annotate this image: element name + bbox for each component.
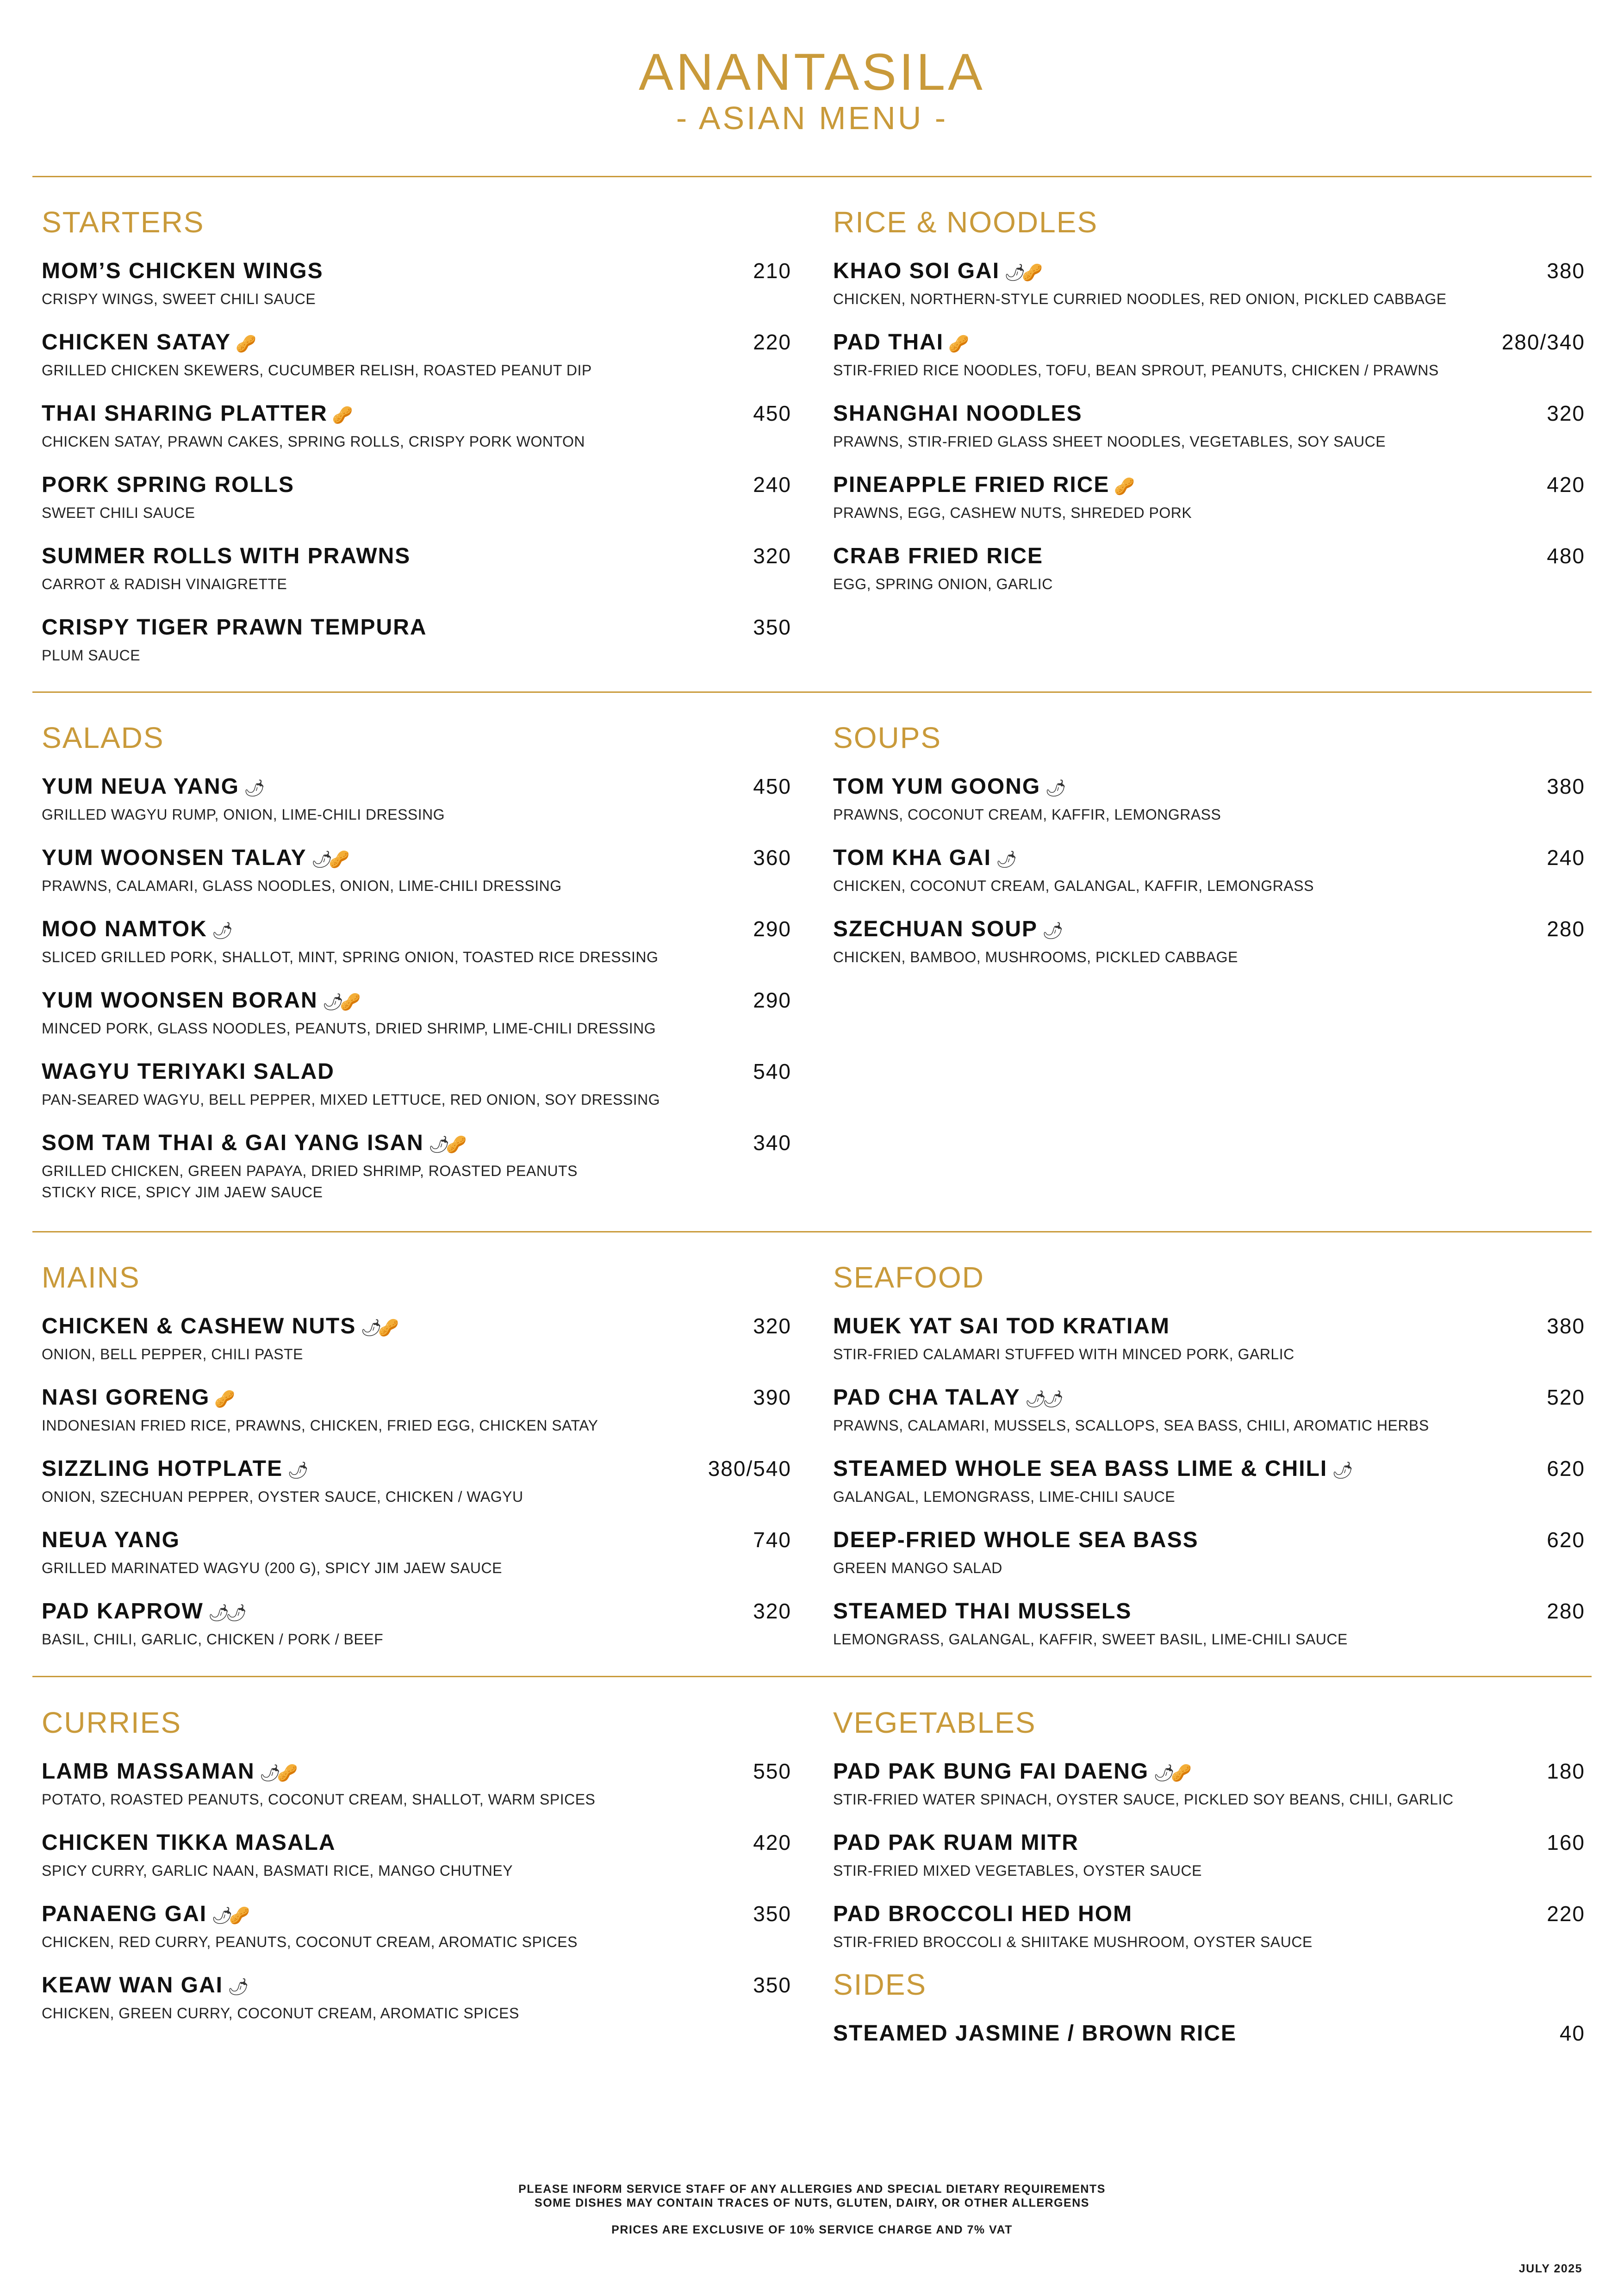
section-rice-noodles [833,207,1585,616]
item-price: 240 [1547,846,1585,870]
item-name: PAD PAK BUNG FAI DAENG [833,1759,1149,1784]
item-price: 420 [1547,473,1585,497]
item-description: CHICKEN, BAMBOO, MUSHROOMS, PICKLED CABBAGE [833,948,1238,965]
item-name: LAMB MASSAMAN [42,1759,255,1784]
section-title: CURRIES [42,1706,182,1739]
item-description: LEMONGRASS, GALANGAL, KAFFIR, SWEET BASIL, LIME-CHILI SAUCE [833,1630,1348,1648]
item-name: YUM NEUA YANG [42,774,239,799]
menu-item [833,544,1585,616]
item-price: 740 [753,1528,791,1552]
chili-icon: 🌶 [212,1905,234,1925]
item-name: NEUA YANG [42,1528,180,1552]
item-description: STIR-FRIED MIXED VEGETABLES, OYSTER SAUCE [833,1862,1202,1879]
item-price: 540 [753,1059,791,1083]
menu-date: JULY 2025 [1518,2262,1582,2275]
item-name: CHICKEN & CASHEW NUTS [42,1314,356,1338]
item-price: 280 [1547,917,1585,941]
item-price: 320 [753,544,791,568]
menu-item [42,402,791,473]
section-title: VEGETABLES [833,1706,1036,1739]
section-mains [42,1263,791,1671]
item-name: CRAB FRIED RICE [833,544,1044,568]
item-price: 340 [753,1131,791,1155]
item-description: PRAWNS, CALAMARI, MUSSELS, SCALLOPS, SEA BASS, CHILI, AROMATIC HERBS [833,1417,1429,1434]
peanut-icon: 🥜 [378,1318,400,1337]
menu-item [42,775,791,846]
item-price: 320 [1547,401,1585,425]
item-description: GALANGAL, LEMONGRASS, LIME-CHILI SAUCE [833,1488,1176,1505]
section-title: SEAFOOD [833,1261,984,1294]
chili-icon: 🌶 [1045,778,1067,797]
chili-icon: 🌶 [428,1134,451,1154]
peanut-icon: 🥜 [340,992,362,1011]
menu-item [42,616,791,687]
section-title: RICE & NOODLES [833,205,1098,239]
item-price: 320 [753,1599,791,1623]
item-name: PORK SPRING ROLLS [42,473,295,497]
peanut-icon: 🥜 [236,334,257,353]
chili-icon: 🌶 [322,992,345,1011]
item-name: PAD BROCCOLI HED HOM [833,1902,1133,1926]
menu-item [833,330,1585,402]
menu-item [42,1314,791,1386]
peanut-icon: 🥜 [1114,476,1136,496]
item-price: 420 [753,1830,791,1854]
chili-icon: 🌶 [1042,1389,1065,1408]
item-name: SHANGHAI NOODLES [833,401,1083,426]
item-price: 450 [753,774,791,798]
item-description: GREEN MANGO SALAD [833,1559,1002,1576]
menu-item [42,1760,791,1831]
menu-item [42,1599,791,1671]
item-price: 290 [753,988,791,1012]
item-name: DEEP-FRIED WHOLE SEA BASS [833,1528,1199,1552]
menu-item [833,1599,1585,1671]
item-price: 380 [1547,774,1585,798]
menu-subtitle: - ASIAN MENU - [676,100,948,136]
section-title: SALADS [42,721,164,754]
item-description: PRAWNS, COCONUT CREAM, KAFFIR, LEMONGRASS [833,806,1221,823]
section-title: MAINS [42,1261,140,1294]
menu-item [42,917,791,989]
item-description: CHICKEN, COCONUT CREAM, GALANGAL, KAFFIR, LEMONGRASS [833,877,1314,894]
item-price: 290 [753,917,791,941]
item-description: CRISPY WINGS, SWEET CHILI SAUCE [42,290,316,307]
chili-icon: 🌶 [1004,262,1027,282]
item-name: SOM TAM THAI & GAI YANG ISAN [42,1131,424,1155]
item-price: 380/540 [708,1456,791,1481]
item-price: 350 [753,1973,791,1997]
price-notice: PRICES ARE EXCLUSIVE OF 10% SERVICE CHARGE AND 7% VAT [611,2223,1013,2236]
menu-item [42,473,791,544]
chili-icon: 🌶 [228,1977,250,1996]
peanut-icon: 🥜 [229,1905,251,1925]
item-description: EGG, SPRING ONION, GARLIC [833,575,1053,592]
item-description: PRAWNS, EGG, CASHEW NUTS, SHREDED PORK [833,504,1192,521]
menu-item [42,846,791,917]
menu-item [42,1131,791,1226]
item-price: 240 [753,473,791,497]
menu-item [42,1528,791,1599]
chili-icon: 🌶 [1042,921,1064,940]
item-price: 180 [1547,1759,1585,1783]
item-description: MINCED PORK, GLASS NOODLES, PEANUTS, DRIED SHRIMP, LIME-CHILI DRESSING [42,1020,656,1037]
item-price: 390 [753,1385,791,1409]
peanut-icon: 🥜 [332,405,354,424]
chili-icon: 🌶 [287,1460,310,1480]
item-description: CARROT & RADISH VINAIGRETTE [42,575,287,592]
menu-item [42,989,791,1060]
item-price: 40 [1559,2021,1585,2045]
peanut-icon: 🥜 [1171,1763,1193,1782]
section-title-sides: SIDES [833,1968,927,2001]
item-name: MOM’S CHICKEN WINGS [42,259,324,283]
item-price: 450 [753,401,791,425]
item-name: YUM WOONSEN TALAY [42,846,307,870]
item-description: GRILLED MARINATED WAGYU (200 G), SPICY JIM JAEW SAUCE [42,1559,502,1576]
item-price: 350 [753,1902,791,1926]
menu-item [42,259,791,330]
menu-item [833,775,1585,846]
item-price: 160 [1547,1830,1585,1854]
item-description: PAN-SEARED WAGYU, BELL PEPPER, MIXED LETTUCE, RED ONION, SOY DRESSING [42,1091,660,1108]
allergy-notice: PLEASE INFORM SERVICE STAFF OF ANY ALLERGIES AND SPECIAL DIETARY REQUIREMENTS [518,2183,1106,2196]
item-description: ONION, BELL PEPPER, CHILI PASTE [42,1345,303,1363]
peanut-icon: 🥜 [948,334,970,353]
item-description: CHICKEN, GREEN CURRY, COCONUT CREAM, AROMATIC SPICES [42,2004,519,2022]
item-description: INDONESIAN FRIED RICE, PRAWNS, CHICKEN, FRIED EGG, CHICKEN SATAY [42,1417,598,1434]
item-name: PAD CHA TALAY [833,1385,1020,1410]
menu-item [42,544,791,616]
menu-item [42,1457,791,1528]
menu-item [833,259,1585,330]
item-description: GRILLED CHICKEN, GREEN PAPAYA, DRIED SHRIMP, ROASTED PEANUTS STICKY RICE, SPICY JIM JAEW SAUCE [42,1162,578,1201]
item-description: SPICY CURRY, GARLIC NAAN, BASMATI RICE, MANGO CHUTNEY [42,1862,513,1879]
item-description: SLICED GRILLED PORK, SHALLOT, MINT, SPRING ONION, TOASTED RICE DRESSING [42,948,659,965]
item-name: PAD PAK RUAM MITR [833,1830,1079,1855]
item-price: 380 [1547,259,1585,283]
menu-item [833,1528,1585,1599]
item-name: TOM YUM GOONG [833,774,1041,799]
item-name: STEAMED THAI MUSSELS [833,1599,1132,1624]
menu-item [833,1902,1585,1952]
item-description: POTATO, ROASTED PEANUTS, COCONUT CREAM, SHALLOT, WARM SPICES [42,1791,596,1808]
item-price: 620 [1547,1528,1585,1552]
item-price: 620 [1547,1456,1585,1481]
item-name: SIZZLING HOTPLATE [42,1456,283,1481]
item-name: CHICKEN SATAY [42,330,231,355]
chili-icon: 🌶 [1025,1389,1047,1408]
item-description: ONION, SZECHUAN PEPPER, OYSTER SAUCE, CHICKEN / WAGYU [42,1488,523,1505]
item-name: KEAW WAN GAI [42,1973,223,1997]
item-price: 220 [1547,1902,1585,1926]
item-description: GRILLED WAGYU RUMP, ONION, LIME-CHILI DRESSING [42,806,445,823]
menu-item [833,473,1585,544]
restaurant-title: ANANTASILA [639,43,985,101]
item-name: CHICKEN TIKKA MASALA [42,1830,336,1855]
section-curries [42,1708,791,2045]
item-price: 210 [753,259,791,283]
item-name: CRISPY TIGER PRAWN TEMPURA [42,615,427,640]
peanut-icon: 🥜 [446,1134,468,1154]
peanut-icon: 🥜 [214,1389,236,1408]
item-name: MUEK YAT SAI TOD KRATIAM [833,1314,1170,1338]
menu-item [42,1831,791,1902]
menu-item [42,330,791,402]
item-price: 280 [1547,1599,1585,1623]
item-name: THAI SHARING PLATTER [42,401,328,426]
item-name: SZECHUAN SOUP [833,917,1038,941]
menu-item [833,1314,1585,1386]
menu-footer [0,2182,1624,2237]
section-vegetables [833,1708,1585,2093]
item-description: SWEET CHILI SAUCE [42,504,195,521]
item-name: SUMMER ROLLS WITH PRAWNS [42,544,411,568]
menu-item [42,1060,791,1131]
item-name: NASI GORENG [42,1385,210,1410]
item-description: GRILLED CHICKEN SKEWERS, CUCUMBER RELISH, ROASTED PEANUT DIP [42,361,592,379]
chili-icon: 🌶 [225,1603,248,1622]
item-name: KHAO SOI GAI [833,259,1000,283]
divider [32,176,1592,177]
item-description: STIR-FRIED RICE NOODLES, TOFU, BEAN SPROUT, PEANUTS, CHICKEN / PRAWNS [833,361,1439,379]
item-name: PAD THAI [833,330,944,355]
menu-header [0,43,1624,136]
chili-icon: 🌶 [1153,1763,1176,1782]
item-description: PRAWNS, CALAMARI, GLASS NOODLES, ONION, LIME-CHILI DRESSING [42,877,562,894]
chili-icon: 🌶 [311,849,334,869]
divider [32,1231,1592,1232]
section-title: SOUPS [833,721,942,754]
item-name: YUM WOONSEN BORAN [42,988,318,1013]
item-name: WAGYU TERIYAKI SALAD [42,1059,335,1084]
chili-icon: 🌶 [1332,1460,1354,1480]
item-description: STIR-FRIED CALAMARI STUFFED WITH MINCED PORK, GARLIC [833,1345,1294,1363]
item-price: 380 [1547,1314,1585,1338]
menu-item [833,1457,1585,1528]
chili-icon: 🌶 [996,849,1018,869]
item-description: CHICKEN, NORTHERN-STYLE CURRIED NOODLES, RED ONION, PICKLED CABBAGE [833,290,1447,307]
section-soups [833,723,1585,989]
peanut-icon: 🥜 [329,849,351,869]
chili-icon: 🌶 [208,1603,230,1622]
item-price: 480 [1547,544,1585,568]
section-starters [42,207,791,687]
item-description: BASIL, CHILI, GARLIC, CHICKEN / PORK / BEEF [42,1630,384,1648]
menu-item [833,402,1585,473]
item-price: 220 [753,330,791,354]
peanut-icon: 🥜 [277,1763,299,1782]
item-name: PINEAPPLE FRIED RICE [833,473,1110,497]
menu-item [833,917,1585,989]
menu-item [833,846,1585,917]
section-salads [42,723,791,1226]
item-price: 350 [753,615,791,639]
item-description: CHICKEN SATAY, PRAWN CAKES, SPRING ROLLS, CRISPY PORK WONTON [42,433,585,450]
item-name: PANAENG GAI [42,1902,207,1926]
menu-item [42,1973,791,2045]
allergen-notice: SOME DISHES MAY CONTAIN TRACES OF NUTS, GLUTEN, DAIRY, OR OTHER ALLERGENS [535,2196,1089,2209]
chili-icon: 🌶 [243,778,266,797]
menu-item [833,1760,1585,1831]
item-price: 520 [1547,1385,1585,1409]
item-name: TOM KHA GAI [833,846,991,870]
item-description: STIR-FRIED WATER SPINACH, OYSTER SAUCE, PICKLED SOY BEANS, CHILI, GARLIC [833,1791,1454,1808]
item-name: MOO NAMTOK [42,917,207,941]
divider [32,1676,1592,1677]
chili-icon: 🌶 [361,1318,383,1337]
menu-item [42,1902,791,1973]
item-name: STEAMED JASMINE / BROWN RICE [833,2021,1237,2046]
item-price: 320 [753,1314,791,1338]
chili-icon: 🌶 [259,1763,282,1782]
menu-item [833,2022,1585,2093]
section-seafood [833,1263,1585,1671]
menu-item [833,1831,1585,1902]
section-title: STARTERS [42,205,205,239]
menu-item [42,1386,791,1457]
item-description: PLUM SAUCE [42,647,141,664]
divider [32,691,1592,693]
chili-icon: 🌶 [212,921,234,940]
item-name: STEAMED WHOLE SEA BASS LIME & CHILI [833,1456,1328,1481]
item-description: CHICKEN, RED CURRY, PEANUTS, COCONUT CREAM, AROMATIC SPICES [42,1933,578,1950]
item-description: STIR-FRIED BROCCOLI & SHIITAKE MUSHROOM, OYSTER SAUCE [833,1933,1313,1950]
item-name: PAD KAPROW [42,1599,204,1624]
item-description: PRAWNS, STIR-FRIED GLASS SHEET NOODLES, VEGETABLES, SOY SAUCE [833,433,1386,450]
item-price: 360 [753,846,791,870]
item-price: 550 [753,1759,791,1783]
item-price: 280/340 [1501,330,1585,354]
peanut-icon: 🥜 [1022,262,1044,282]
menu-item [833,1386,1585,1457]
